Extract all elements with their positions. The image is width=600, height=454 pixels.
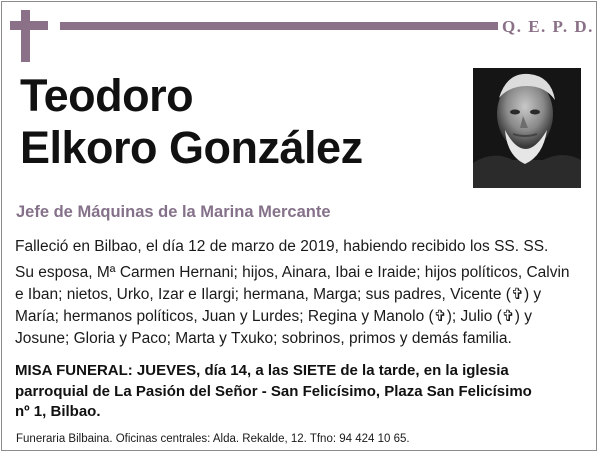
qepd-label: Q. E. P. D.	[502, 17, 594, 36]
deceased-name	[20, 70, 363, 174]
family-line: Josune; Gloria y Paco; Marta y Txuko; sobrinos, primos y demás familia.	[15, 330, 512, 347]
funeral-line: MISA FUNERAL: JUEVES, día 14, a las SIETE de la tarde, en la iglesia	[15, 362, 509, 379]
cross-icon	[21, 10, 30, 62]
first-name: Teodoro	[20, 70, 194, 121]
header-rule	[60, 22, 498, 30]
family-line: Su esposa, Mª Carmen Hernani; hijos, Ainara, Ibai e Iraide; hijos políticos, Calvin	[15, 264, 570, 281]
funeral-line: nº 1, Bilbao.	[15, 403, 101, 420]
last-names: Elkoro González	[20, 122, 363, 173]
portrait-photo	[473, 68, 581, 188]
family-paragraph	[15, 262, 585, 350]
funeral-paragraph	[15, 361, 590, 423]
cross-icon-bar	[10, 21, 48, 30]
funeral-line: parroquial de La Pasión del Señor - San Felicísimo, Plaza San Felicísimo	[15, 382, 532, 400]
death-notice: Falleció en Bilbao, el día 12 de marzo de 2019, habiendo recibido los SS. SS.	[15, 238, 549, 255]
family-line: e Iban; nietos, Urko, Izar e Ilargi; hermana, Marga; sus padres, Vicente (✞) y	[15, 286, 542, 303]
portrait-image	[473, 68, 581, 188]
occupation: Jefe de Máquinas de la Marina Mercante	[16, 203, 331, 221]
funeral-home-footer: Funeraria Bilbaina. Oficinas centrales: Alda. Rekalde, 12. Tfno: 94 424 10 65.	[16, 433, 410, 445]
family-line: María; hermanos políticos, Juan y Lurdes; Regina y Manolo (✞); Julio (✞) y	[15, 308, 533, 325]
